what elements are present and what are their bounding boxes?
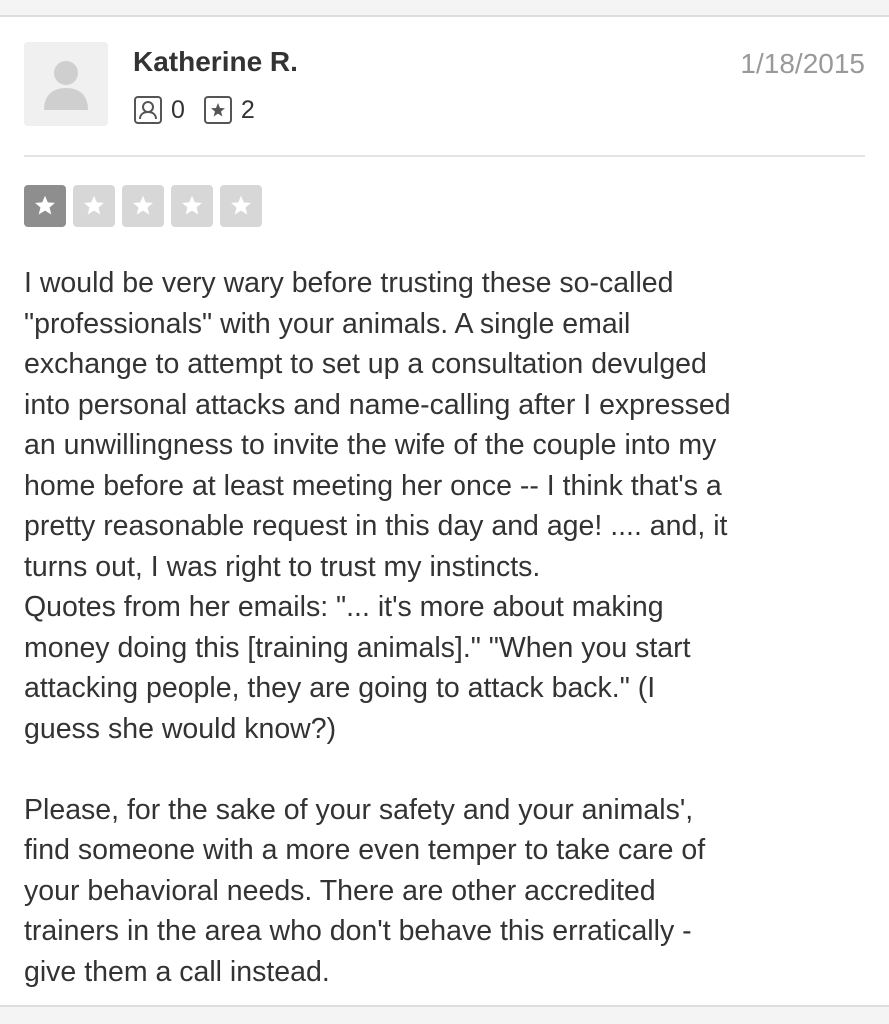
star-icon — [179, 193, 205, 219]
review-line: attacking people, they are going to attack back." (I — [24, 672, 656, 704]
reviews-stat — [203, 94, 255, 126]
reviews-count: 2 — [240, 96, 255, 124]
review-line: home before at least meeting her once -- I think that's a — [24, 469, 722, 502]
star-rating — [24, 185, 269, 227]
review-card — [0, 15, 889, 1007]
default-user-avatar-icon[interactable] — [24, 42, 108, 126]
review-line: money doing this [training animals]." "When you start — [24, 631, 691, 664]
star-icon — [81, 193, 107, 219]
friends-stat — [133, 94, 185, 126]
review-date: 1/18/2015 — [740, 48, 865, 79]
review-line: "professionals" with your animals. A single email — [24, 307, 631, 340]
review-line: pretty reasonable request in this day and age! .... and, it — [24, 510, 728, 542]
review-line: find someone with a more even temper to take care of — [24, 834, 706, 866]
review-star-icon — [203, 95, 233, 125]
rating-star-empty — [171, 185, 213, 227]
review-line: an unwillingness to invite the wife of the couple into my — [24, 429, 717, 461]
review-line: turns out, I was right to trust my instincts. — [24, 550, 541, 583]
user-name-link[interactable]: Katherine R. — [133, 46, 298, 77]
review-line: guess she would know?) — [24, 712, 337, 745]
review-paragraph-1 — [24, 263, 874, 749]
review-line: I would be very wary before trusting these so-called — [24, 267, 674, 299]
review-line: give them a call instead. — [24, 955, 330, 988]
star-icon — [32, 193, 58, 219]
review-line: trainers in the area who don't behave this erratically - — [24, 915, 692, 947]
header-divider — [24, 155, 865, 157]
review-line: Please, for the sake of your safety and your animals', — [24, 793, 694, 826]
rating-star-filled — [24, 185, 66, 227]
review-line: your behavioral needs. There are other accredited — [24, 874, 656, 907]
star-icon — [130, 193, 156, 219]
review-line: into personal attacks and name-calling after I expressed — [24, 388, 731, 421]
friends-count: 0 — [171, 96, 185, 124]
review-text — [24, 263, 874, 992]
rating-star-empty — [73, 185, 115, 227]
review-line: exchange to attempt to set up a consultation devulged — [24, 348, 707, 380]
review-line: Quotes from her emails: "... it's more about making — [24, 591, 664, 623]
review-paragraph-2 — [24, 790, 874, 993]
star-icon — [228, 193, 254, 219]
user-stats — [133, 94, 273, 126]
rating-star-empty — [220, 185, 262, 227]
rating-star-empty — [122, 185, 164, 227]
friends-icon — [133, 95, 163, 125]
